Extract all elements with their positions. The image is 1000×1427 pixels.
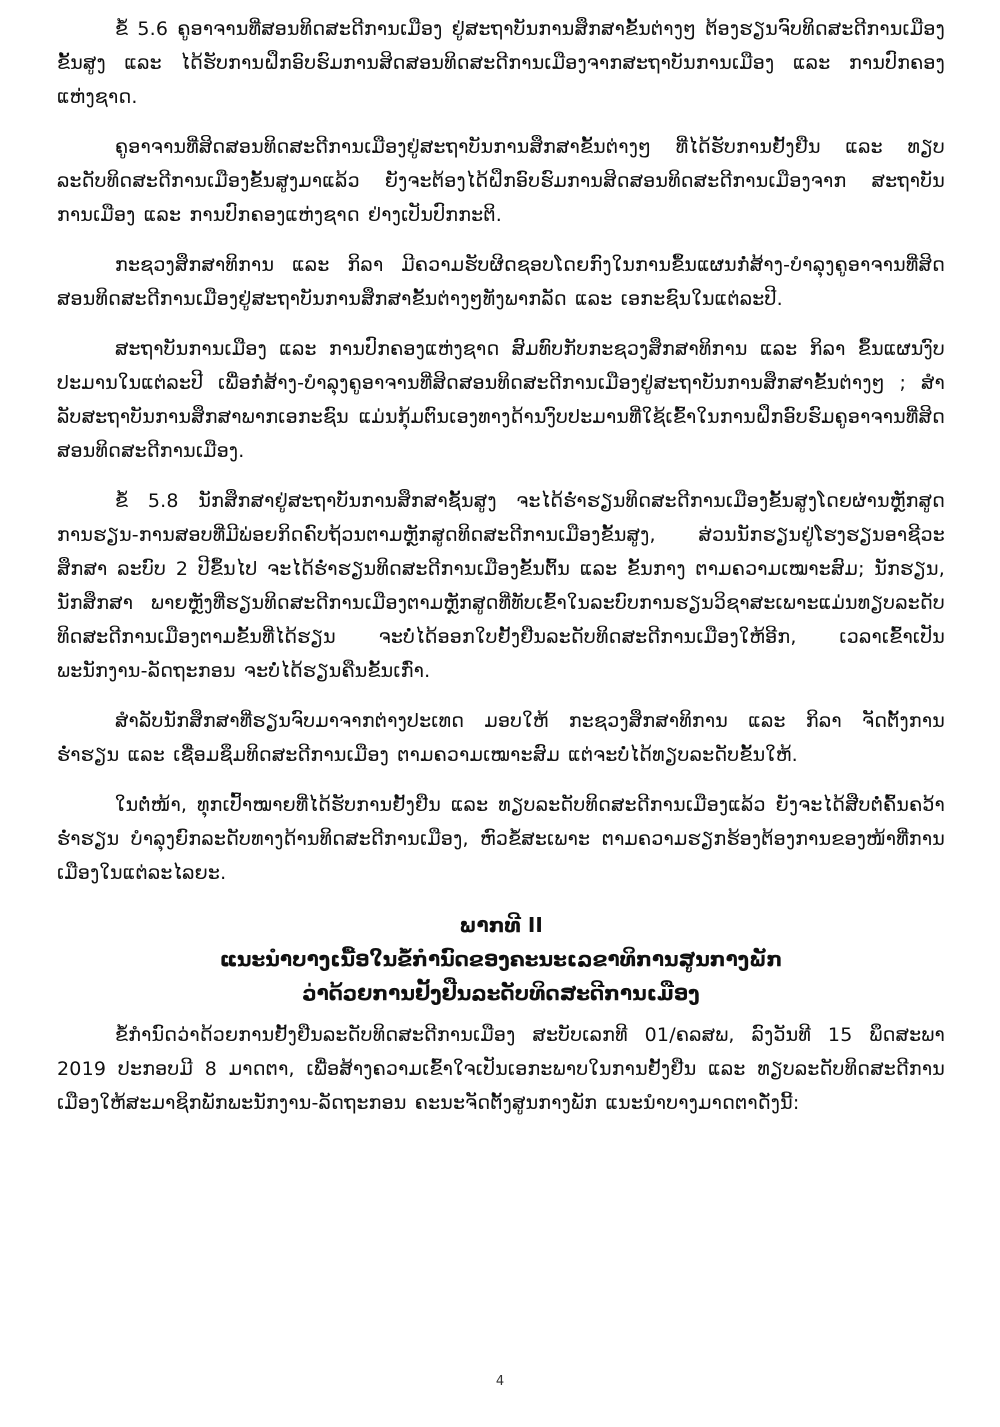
- part-subtitle-line-1: ແນະນໍາບາງເນື້ອໃນຂໍ້ກໍານົດຂອງຄະນະເລຂາທິການສູນກາງພັກ: [219, 947, 783, 971]
- paragraph-budget-planning: ສະຖາບັນການເມືອງ ແລະ ການປົກຄອງແຫ່ງຊາດ ສົມທົບກັບກະຊວງສຶກສາທິການ ແລະ ກິລາ ຂຶ້ນແຜນງົບປະມານໃນແຕ່ລະປີ ເພື່ອກໍ່ສ້າງ-ບໍາລຸງຄູອາຈານທີ່ສິດສອນທິດສະດີການເມືອງຢູ່ສະຖາບັນການສຶກສາຂັ້ນຕ່າງໆ ; ສໍາລັບສະຖາບັນການສຶກສາພາກເອກະຊົນ ແມ່ນກຸ້ມຕົນເອງທາງດ້ານງົບປະມານທີ່ໃຊ້ເຂົ້າໃນການຝຶກອົບຮົມຄູອາຈານທີ່ສິດສອນທິດສະດີການເມືອງ.: [57, 338, 945, 462]
- paragraph-article-5-8: ຂໍ້ 5.8 ນັກສຶກສາຢູ່ສະຖາບັນການສຶກສາຊັ້ນສູງ ຈະໄດ້ຮໍ່າຮຽນທິດສະດີການເມືອງຂັ້ນສູງໂດຍຜ່ານຫຼັກສູດການຮຽນ-ການສອບທີ່ມີພ່ອຍກິດຄົບຖ້ວນຕາມຫຼັກສູດທິດສະດີການເມືອງຂັ້ນສູງ, ສ່ວນນັກຮຽນຢູ່ໂຮງຮຽນອາຊີວະສຶກສາ ລະບົບ 2 ປີຂຶ້ນໄປ ຈະໄດ້ຮໍ່າຮຽນທິດສະດີການເມືອງຂັ້ນຕົ້ນ ແລະ ຂັ້ນກາງ ຕາມຄວາມເໝາະສົມ; ນັກຮຽນ, ນັກສຶກສາ ພາຍຫຼັງທີ່ຮຽນທິດສະດີການເມືອງຕາມຫຼັກສູດທີ່ທັບເຂົ້າໃນລະບົບການຮຽນວິຊາສະເພາະແມ່ນທຽບລະດັບທິດສະດີການເມືອງຕາມຂັ້ນທີ່ໄດ້ຮຽນ ຈະບໍ່ໄດ້ອອກໃບຢັ້ງຢືນລະດັບທິດສະດີການເມືອງໃຫ້ອີກ, ເວລາເຂົ້າເປັນພະນັກງານ-ລັດຖະກອນ ຈະບໍ່ໄດ້ຮຽນຄືນຂັ້ນເກົ່າ.: [57, 490, 945, 682]
- part-label: ພາກທີ II: [459, 913, 543, 937]
- document-body: [57, 12, 945, 1136]
- part-subtitle-line-2: ວ່າດ້ວຍການຢັ້ງຢືນລະດັບທິດສະດີການເມືອງ: [302, 981, 700, 1005]
- part-heading: [57, 908, 945, 1010]
- paragraph-article-5-6: ຂໍ້ 5.6 ຄູອາຈານທີ່ສອນທິດສະດີການເມືອງ ຢູ່ສະຖາບັນການສຶກສາຂັ້ນຕ່າງໆ ຕ້ອງຮຽນຈົບທິດສະດີການເມືອງຂັ້ນສູງ ແລະ ໄດ້ຮັບການຝຶກອົບຮົມການສິດສອນທິດສະດີການເມືອງຈາກສະຖາບັນການເມືອງ ແລະ ການປົກຄອງແຫ່ງຊາດ.: [57, 18, 945, 108]
- paragraph-teacher-certification: ຄູອາຈານທີ່ສິດສອນທິດສະດີການເມືອງຢູ່ສະຖາບັນການສຶກສາຂັ້ນຕ່າງໆ ທີ່ໄດ້ຮັບການຢັ້ງຢືນ ແລະ ທຽບລະດັບທິດສະດີການເມືອງຂັ້ນສູງມາແລ້ວ ຍັງຈະຕ້ອງໄດ້ຝຶກອົບຮົມການສິດສອນທິດສະດີການເມືອງຈາກ ສະຖາບັນການເມືອງ ແລະ ການປົກຄອງແຫ່ງຊາດ ຢ່າງເປັນປົກກະຕິ.: [57, 136, 945, 226]
- paragraph-ministry-responsibility: ກະຊວງສຶກສາທິການ ແລະ ກິລາ ມີຄວາມຮັບຜິດຊອບໂດຍກົງໃນການຂຶ້ນແຜນກໍ່ສ້າງ-ບໍາລຸງຄູອາຈານທີ່ສິດສອນທິດສະດີການເມືອງຢູ່ສະຖາບັນການສຶກສາຂັ້ນຕ່າງໆທັງພາກລັດ ແລະ ເອກະຊົນໃນແຕ່ລະປີ.: [57, 254, 945, 310]
- paragraph-regulation-intro: ຂໍ້ກໍານົດວ່າດ້ວຍການຢັ້ງຢືນລະດັບທິດສະດີການເມືອງ ສະບັບເລກທີ 01/ຄລສພ, ລົງວັນທີ 15 ພຶດສະພາ 2019 ປະກອບມີ 8 ມາດຕາ, ເພື່ອສ້າງຄວາມເຂົ້າໃຈເປັນເອກະພາບໃນການຢັ້ງຢືນ ແລະ ທຽບລະດັບທິດສະດີການເມືອງໃຫ້ສະມາຊິກພັກພະນັກງານ-ລັດຖະກອນ ຄະນະຈັດຕັ້ງສູນກາງພັກ ແນະນໍາບາງມາດຕາດັ່ງນີ້:: [57, 1024, 945, 1114]
- paragraph-foreign-graduates: ສໍາລັບນັກສຶກສາທີ່ຮຽນຈົບມາຈາກຕ່າງປະເທດ ມອບໃຫ້ ກະຊວງສຶກສາທິການ ແລະ ກິລາ ຈັດຕັ້ງການຮໍ່າຮຽນ ແລະ ເຊື່ອມຊຶມທິດສະດີການເມືອງ ຕາມຄວາມເໝາະສົມ ແຕ່ຈະບໍ່ໄດ້ທຽບລະດັບຂັ້ນໃຫ້.: [57, 710, 945, 766]
- page-number: 4: [495, 1374, 505, 1389]
- paragraph-future-training: ໃນຕໍ່ໜ້າ, ທຸກເປົ້າໝາຍທີ່ໄດ້ຮັບການຢັ້ງຢືນ ແລະ ທຽບລະດັບທິດສະດີການເມືອງແລ້ວ ຍັງຈະໄດ້ສືບຕໍ່ຄົ້ນຄວ້າຮໍ່າຮຽນ ບໍາລຸງຍົກລະດັບທາງດ້ານທິດສະດີການເມືອງ, ຫົວຂໍ້ສະເພາະ ຕາມຄວາມຮຽກຮ້ອງຕ້ອງການຂອງໜ້າທີ່ການເມືອງໃນແຕ່ລະໄລຍະ.: [57, 794, 945, 884]
